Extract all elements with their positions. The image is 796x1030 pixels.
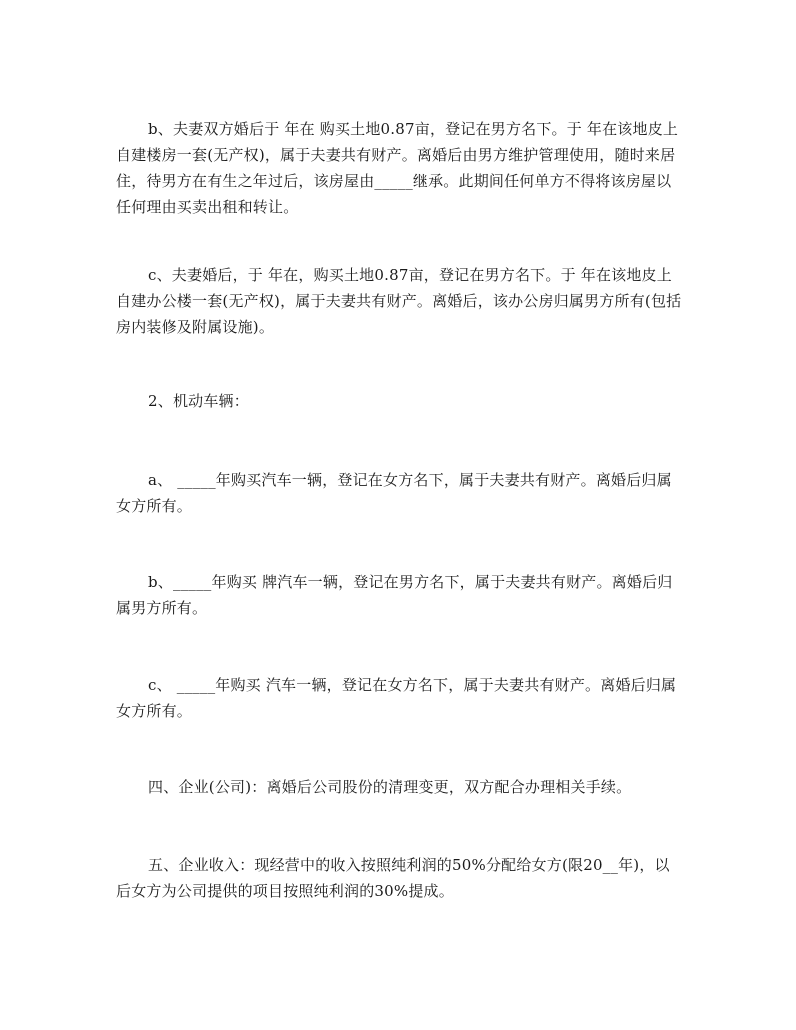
- clause-b-house: b、夫妻双方婚后于 年在 购买土地0.87亩，登记在男方名下。于 年在该地皮上自建楼房一套(无产权)，属于夫妻共有财产。离婚后由男方维护管理使用，随时来居住，待男方在有生之年过后，该房屋由_____继承。此期间任何单方不得将该房屋以任何理由买卖出租和转让。: [116, 120, 679, 216]
- clause-c-office: c、夫妻婚后，于 年在，购买土地0.87亩，登记在男方名下。于 年在该地皮上自建办公楼一套(无产权)，属于夫妻共有财产。离婚后，该办公房归属男方所有(包括房内装修及附属设施)。: [116, 266, 682, 336]
- section-enterprise: 四、企业(公司)：离婚后公司股份的清理变更，双方配合办理相关手续。: [148, 778, 632, 796]
- clause-c-vehicle: c、 _____年购买 汽车一辆，登记在女方名下，属于夫妻共有财产。离婚后归属女方所有。: [116, 676, 677, 720]
- clause-a-vehicle: a、 _____年购买汽车一辆，登记在女方名下，属于夫妻共有财产。离婚后归属女方所有。: [116, 471, 672, 515]
- clause-b-vehicle: b、_____年购买 牌汽车一辆，登记在男方名下，属于夫妻共有财产。离婚后归属男方所有。: [116, 573, 673, 617]
- section-vehicles-heading: 2、机动车辆：: [148, 392, 249, 410]
- section-enterprise-income: 五、企业收入：现经营中的收入按照纯利润的50%分配给女方(限20__年)，以后女方为公司提供的项目按照纯利润的30%提成。: [116, 856, 670, 900]
